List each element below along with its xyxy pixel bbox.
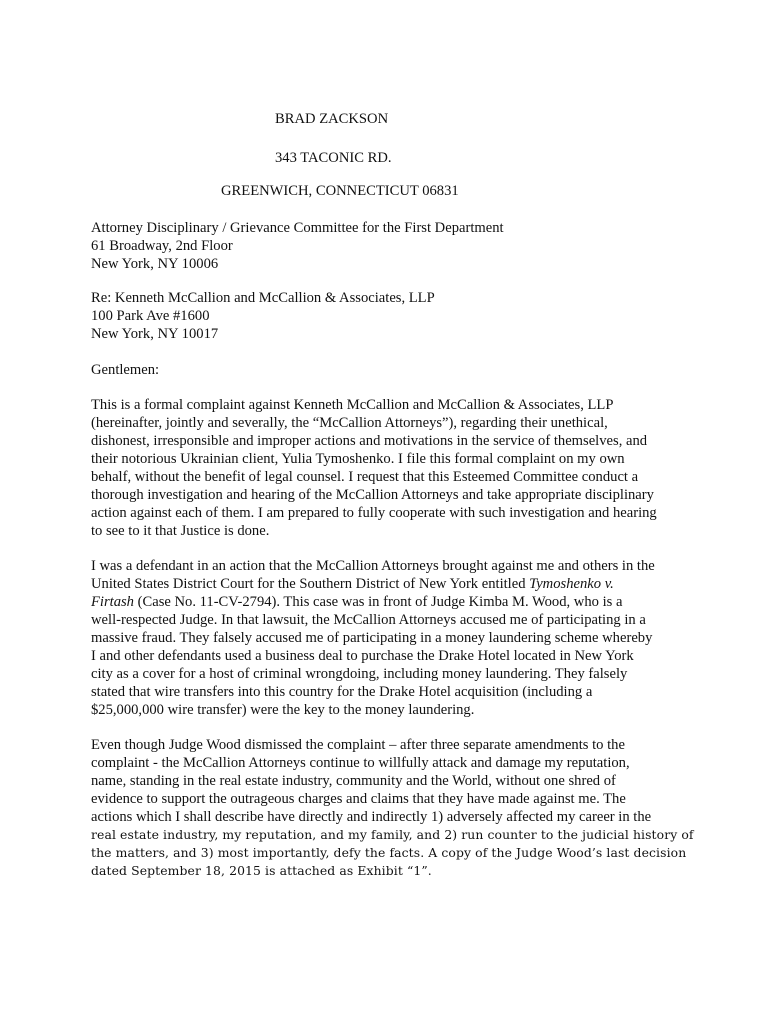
paragraph-2-line: $25,000,000 wire transfer) were the key to the money laundering. xyxy=(91,702,475,718)
recipient-line-1: Attorney Disciplinary / Grievance Committee for the First Department xyxy=(91,220,504,236)
case-name-part-1: Tymoshenko v. xyxy=(529,576,614,592)
paragraph-3-line: evidence to support the outrageous charges and claims that they have made against me. The xyxy=(91,791,626,807)
paragraph-2-line: I and other defendants used a business deal to purchase the Drake Hotel located in New York xyxy=(91,648,634,664)
paragraph-1-line: their notorious Ukrainian client, Yulia Tymoshenko. I file this formal complaint on my own xyxy=(91,451,625,467)
paragraph-1-line: This is a formal complaint against Kenneth McCallion and McCallion & Associates, LLP xyxy=(91,397,614,413)
paragraph-1-line: to see to it that Justice is done. xyxy=(91,523,270,539)
paragraph-3-line: the matters, and 3) most importantly, defy the facts. A copy of the Judge Wood’s last decision xyxy=(91,845,687,860)
paragraph-2-line xyxy=(91,575,711,593)
paragraph-3-line: Even though Judge Wood dismissed the complaint – after three separate amendments to the xyxy=(91,737,625,753)
paragraph-1 xyxy=(91,396,711,540)
paragraph-2-line: massive fraud. They falsely accused me of participating in a money laundering scheme whereby xyxy=(91,630,653,646)
re-line-2: 100 Park Ave #1600 xyxy=(91,308,210,324)
paragraph-1-line: dishonest, irresponsible and improper actions and motivations in the service of themselves, and xyxy=(91,433,648,449)
paragraph-3-line: actions which I shall describe have directly and indirectly 1) adversely affected my career in the xyxy=(91,809,652,825)
sender-street: 343 TACONIC RD. xyxy=(275,150,392,166)
paragraph-2-text: United States District Court for the Southern District of New York entitled xyxy=(91,576,530,592)
recipient-line-3: New York, NY 10006 xyxy=(91,256,219,272)
paragraph-2-line: city as a cover for a host of criminal wrongdoing, including money laundering. They falsely xyxy=(91,666,628,682)
paragraph-2 xyxy=(91,557,711,719)
paragraph-2-text: (Case No. 11-CV-2794). This case was in front of Judge Kimba M. Wood, who is a xyxy=(133,594,623,610)
paragraph-2-line xyxy=(91,593,711,611)
paragraph-2-line: well-respected Judge. In that lawsuit, the McCallion Attorneys accused me of participating in a xyxy=(91,612,646,628)
paragraph-1-line: thorough investigation and hearing of the McCallion Attorneys and take appropriate disciplinary xyxy=(91,487,654,503)
re-line-1: Re: Kenneth McCallion and McCallion & Associates, LLP xyxy=(91,290,435,306)
case-name-part-2: Firtash xyxy=(91,594,134,610)
re-line-3: New York, NY 10017 xyxy=(91,326,219,342)
paragraph-3-line: real estate industry, my reputation, and my family, and 2) run counter to the judicial history of xyxy=(91,827,694,842)
recipient-line-2: 61 Broadway, 2nd Floor xyxy=(91,238,233,254)
sender-name: BRAD ZACKSON xyxy=(275,111,389,127)
paragraph-3 xyxy=(91,736,711,880)
paragraph-3-line: complaint - the McCallion Attorneys continue to willfully attack and damage my reputation, xyxy=(91,755,630,771)
paragraph-3-line: dated September 18, 2015 is attached as Exhibit “1”. xyxy=(91,863,432,878)
salutation: Gentlemen: xyxy=(91,362,160,378)
paragraph-1-line: (hereinafter, jointly and severally, the “McCallion Attorneys”), regarding their unethical, xyxy=(91,415,608,431)
paragraph-3-line: name, standing in the real estate industry, community and the World, without one shred of xyxy=(91,773,616,789)
paragraph-3-tail xyxy=(91,826,711,880)
sender-city: GREENWICH, CONNECTICUT 06831 xyxy=(221,183,459,199)
paragraph-1-line: action against each of them. I am prepared to fully cooperate with such investigation and hearing xyxy=(91,505,657,521)
paragraph-1-line: behalf, without the benefit of legal counsel. I request that this Esteemed Committee conduct a xyxy=(91,469,639,485)
paragraph-2-line: stated that wire transfers into this country for the Drake Hotel acquisition (including a xyxy=(91,684,593,700)
paragraph-2-line: I was a defendant in an action that the McCallion Attorneys brought against me and others in the xyxy=(91,558,655,574)
